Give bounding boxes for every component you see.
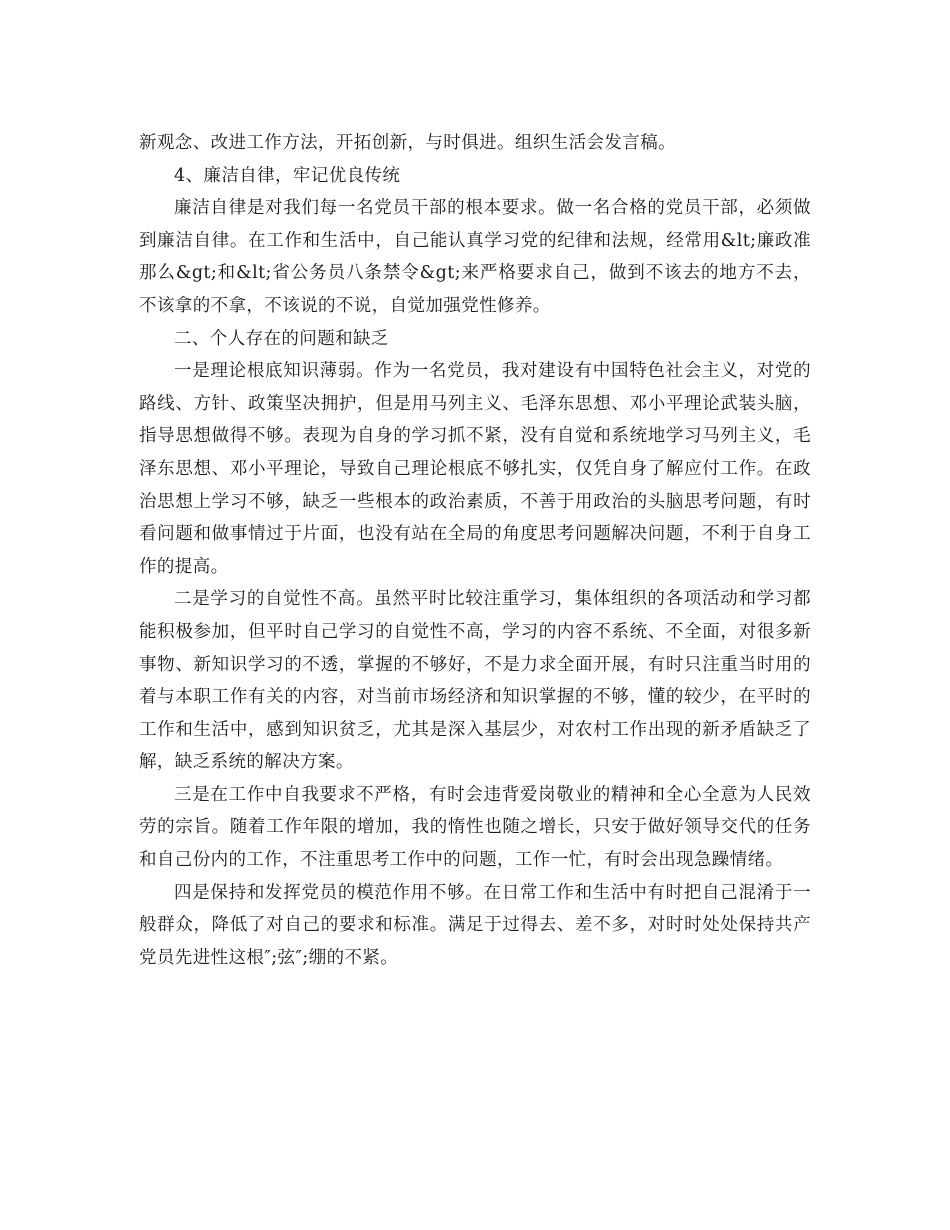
section-heading-integrity: 4、廉洁自律，牢记优良传统: [174, 165, 401, 186]
paragraph-continuation: 新观念、改进工作方法，开拓创新，与时俱进。组织生活会发言稿。: [139, 133, 676, 153]
paragraph-problem-work: 三是在工作中自我要求不严格，有时会违背爱岗敬业的精神和全心全意为人民效劳的宗旨。随着工作年限的增加，我的惰性也随之增长，只安于做好领导交代的任务和自己份内的工作，不注重思考工作中的问题，工作一忙，有时会出现急躁情绪。: [139, 784, 811, 871]
paragraph-problem-role-model: 四是保持和发挥党员的模范作用不够。在日常工作和生活中有时把自己混淆于一般群众，降低了对自己的要求和标准。满足于过得去、差不多，对时时处处保持共产党员先进性这根″;弦″;绷的不紧。: [139, 882, 811, 968]
paragraph-problem-study: 二是学习的自觉性不高。虽然平时比较注重学习，集体组织的各项活动和学习都能积极参加，但平时自己学习的自觉性不高，学习的内容不系统、不全面，对很多新事物、新知识学习的不透，掌握的不够好，不是力求全面开展，有时只注重当时用的着与本职工作有关的内容，对当前市场经济和知识掌握的不够，懂的较少，在平时的工作和生活中，感到知识贫乏，尤其是深入基层少，对农村工作出现的新矛盾缺乏了解，缺乏系统的解决方案。: [139, 589, 811, 773]
paragraph-integrity: 廉洁自律是对我们每一名党员干部的根本要求。做一名合格的党员干部，必须做到廉洁自律。在工作和生活中，自己能认真学习党的纪律和法规，经常用&lt;廉政准那么&gt;和&lt;省公务员八条禁令&gt;来严格要求自己，做到不该去的地方不去，不该拿的不拿，不该说的不说，自觉加强党性修养。: [139, 198, 811, 316]
document-body: [139, 127, 811, 974]
section-heading-problems: 二、个人存在的问题和缺乏: [174, 328, 389, 349]
paragraph-problem-theory: 一是理论根底知识薄弱。作为一名党员，我对建设有中国特色社会主义，对党的路线、方针、政策坚决拥护，但是用马列主义、毛泽东思想、邓小平理论武装头脑，指导思想做得不够。表现为自身的学习抓不紧，没有自觉和系统地学习马列主义，毛泽东思想、邓小平理论，导致自己理论根底不够扎实，仅凭自身了解应付工作。在政治思想上学习不够，缺乏一些根本的政治素质，不善于用政治的头脑思考问题，有时看问题和做事情过于片面，也没有站在全局的角度思考问题解决问题，不利于自身工作的提高。: [139, 361, 811, 577]
